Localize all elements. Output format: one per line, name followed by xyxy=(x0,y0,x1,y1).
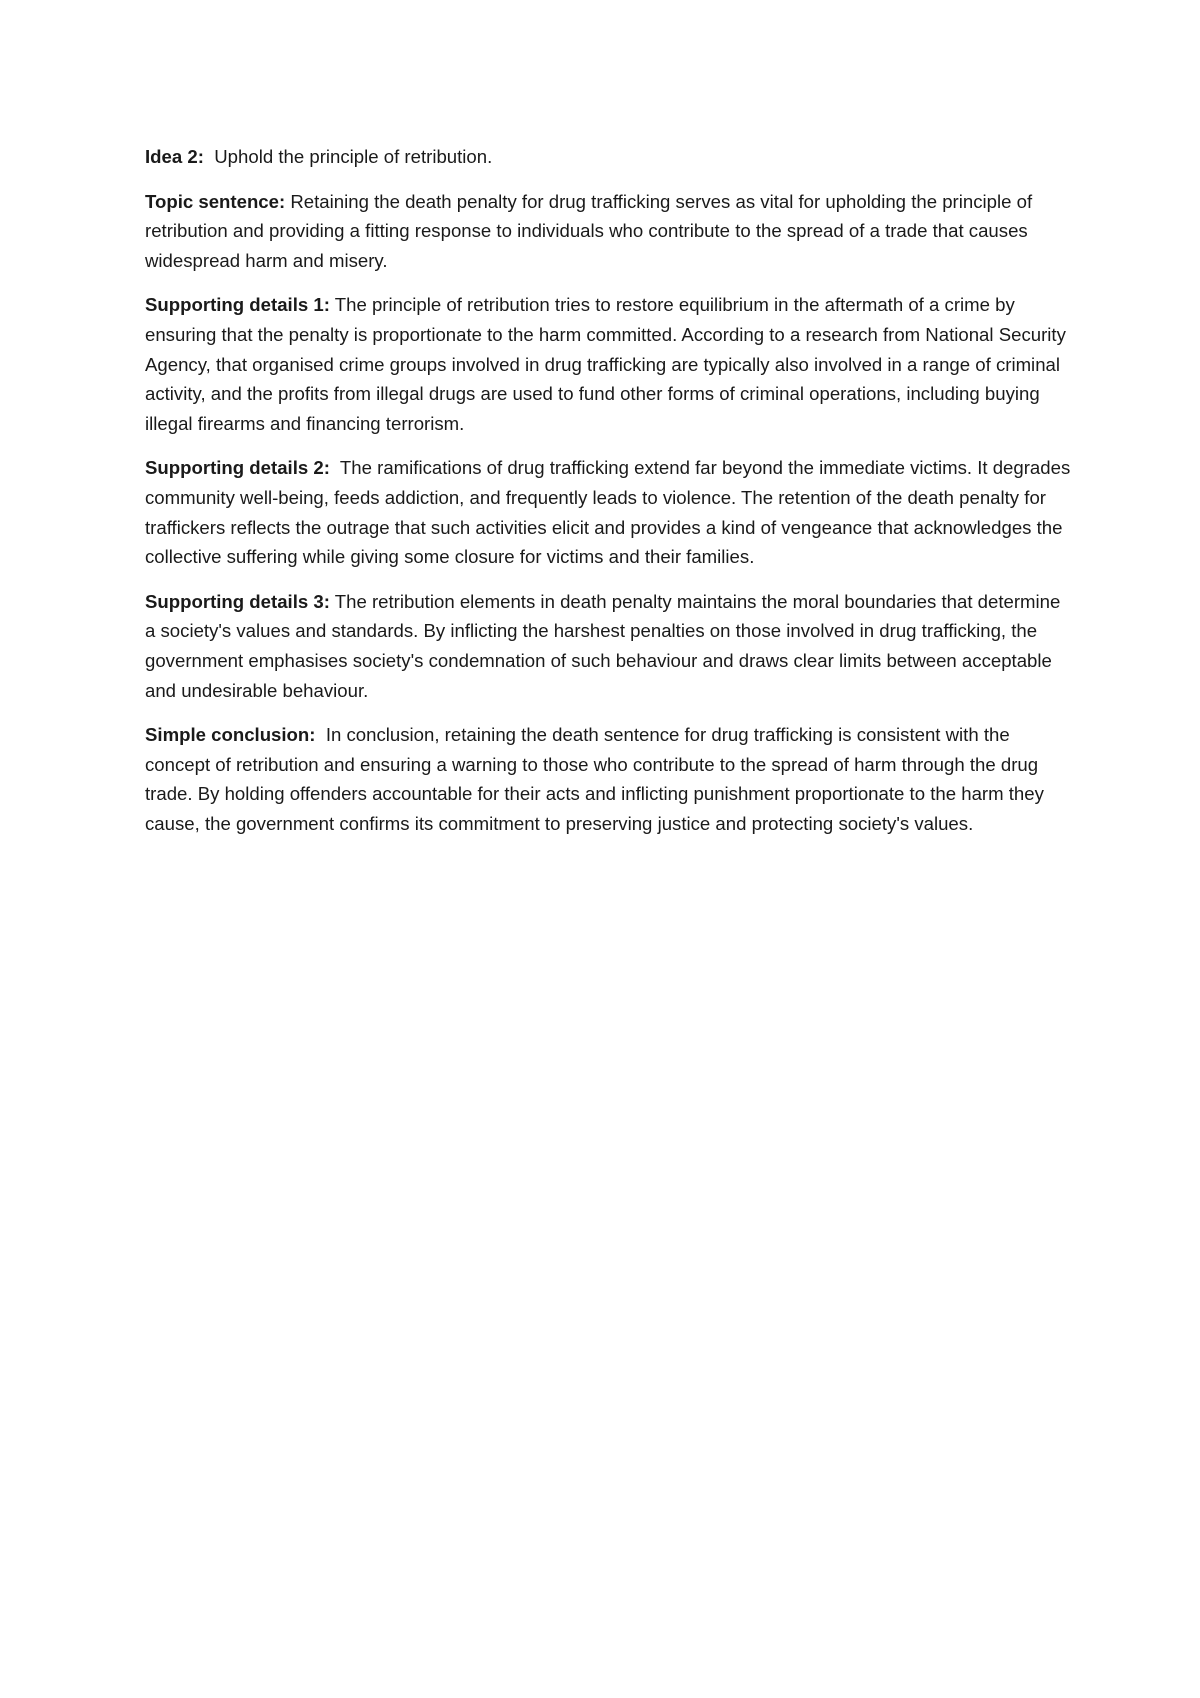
supporting-details-3-text: The retribution elements in death penalty maintains the moral boundaries that determine a society's values and standards. By inflicting the harshest penalties on those involved in drug trafficking, the government emphasises society's condemnation of such behaviour and draws clear limits between acceptable and undesirable behaviour. xyxy=(145,590,1061,701)
supporting-details-2-label: Supporting details 2: xyxy=(145,457,330,479)
idea-text: Uphold the principle of retribution. xyxy=(214,146,493,167)
conclusion-text: In conclusion, retaining the death sentence for drug trafficking is consistent with the concept of retribution and ensuring a warning to those who contribute to the spread of harm through the drug trade. By holding offenders accountable for their acts and inflicting punishment proportionate to the harm they cause, the government confirms its commitment to preserving justice and protecting society's values. xyxy=(145,724,1044,834)
supporting-details-3-paragraph xyxy=(145,587,1075,705)
document-body xyxy=(145,142,1075,853)
supporting-details-1-text: The principle of retribution tries to restore equilibrium in the aftermath of a crime by ensuring that the penalty is proportionate to the harm committed. According to a research from National Security Agency, that organised crime groups involved in drug trafficking are typically also involved in a range of criminal activity, and the profits from illegal drugs are used to fund other forms of criminal operations, including buying illegal firearms and financing terrorism. xyxy=(145,294,1066,434)
supporting-details-3-label: Supporting details 3: xyxy=(145,590,330,612)
conclusion-paragraph xyxy=(145,720,1075,838)
topic-sentence-text: Retaining the death penalty for drug trafficking serves as vital for upholding the principle of retribution and providing a fitting response to individuals who contribute to the spread of a trade that causes widespread harm and misery. xyxy=(145,190,1033,271)
supporting-details-2-paragraph xyxy=(145,453,1075,571)
topic-sentence-label: Topic sentence: xyxy=(145,190,286,212)
supporting-details-2-text: The ramifications of drug trafficking extend far beyond the immediate victims. It degrades community well-being, feeds addiction, and frequently leads to violence. The retention of the death penalty for traffickers reflects the outrage that such activities elicit and provides a kind of vengeance that acknowledges the collective suffering while giving some closure for victims and their families. xyxy=(145,457,1071,568)
idea-label: Idea 2: xyxy=(145,146,204,167)
conclusion-label: Simple conclusion: xyxy=(145,724,316,746)
supporting-details-1-paragraph xyxy=(145,290,1075,438)
topic-sentence-paragraph xyxy=(145,187,1075,276)
supporting-details-1-label: Supporting details 1: xyxy=(145,294,330,316)
idea-paragraph xyxy=(145,142,1075,172)
